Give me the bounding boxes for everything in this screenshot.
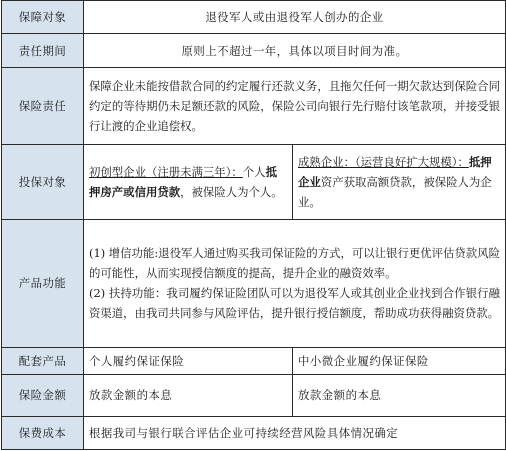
label-supporting-product: 配套产品: [2, 347, 84, 374]
row-guarantee-target: [2, 1, 506, 34]
row-liability-period: [2, 34, 506, 67]
function-item-support: (2) 扶持功能：我司履约保证险团队可以为退役军人或其创业企业找到合作银行融资渠道，由我司共同参与风险评估，提升银行授信额度，帮助成功获得融资贷款。: [89, 286, 500, 321]
startup-pre: 个人: [242, 165, 266, 180]
insured-party-startup: [84, 145, 293, 220]
row-insurance-liability: [2, 67, 506, 144]
mature-collateral: 抵押企业: [298, 155, 492, 190]
label-insured-amount: 保险金额: [2, 374, 84, 416]
mature-post: 资产获取高额贷款，被保险人为企业。: [298, 175, 492, 210]
value-guarantee-target: 退役军人或由退役军人创办的企业: [84, 1, 506, 34]
row-insured-party: [2, 145, 506, 220]
label-guarantee-target: 保障对象: [2, 1, 84, 34]
label-product-function: 产品功能: [2, 220, 84, 347]
function-item-credit: (1) 增信功能:退役军人通过购买我司保证险的方式，可以让银行更优评估贷款风险的可能性，从而实现授信额度的提高，提升企业的融资效率。: [89, 246, 500, 281]
startup-post: ，被保险人为个人。: [180, 185, 283, 200]
row-supporting-product: [2, 347, 506, 374]
row-premium-cost: [2, 416, 506, 449]
value-premium-cost: 根据我司与银行联合评估企业可持续经营风险具体情况确定: [84, 416, 506, 449]
row-product-function: [2, 220, 506, 347]
insurance-product-table: [1, 0, 506, 450]
startup-title: 初创型企业（注册未满三年）：: [89, 165, 243, 180]
startup-collateral: 抵押房产或信用贷款: [89, 165, 277, 200]
insured-amount-personal: 放款金额的本息: [84, 374, 293, 416]
insured-amount-enterprise: 放款金额的本息: [293, 374, 506, 416]
value-liability-period: 原则上不超过一年，具体以项目时间为准。: [84, 34, 506, 67]
label-insured-party: 投保对象: [2, 145, 84, 220]
insured-party-mature: [293, 145, 506, 220]
label-insurance-liability: 保险责任: [2, 67, 84, 144]
mature-title: 成熟企业：（运营良好扩大规模）：: [298, 155, 469, 170]
supporting-product-sme: 中小微企业履约保证保险: [293, 347, 506, 374]
value-insurance-liability: 保障企业未能按借款合同的约定履行还款义务，且拖欠任何一期欠款达到保险合同约定的等待期仍未足额还款的风险，保险公司向银行先行赔付该笔款项，并接受银行让渡的企业追偿权。: [84, 67, 506, 144]
value-product-function: [84, 220, 506, 347]
label-liability-period: 责任期间: [2, 34, 84, 67]
row-insured-amount: [2, 374, 506, 416]
supporting-product-personal: 个人履约保证保险: [84, 347, 293, 374]
label-premium-cost: 保费成本: [2, 416, 84, 449]
